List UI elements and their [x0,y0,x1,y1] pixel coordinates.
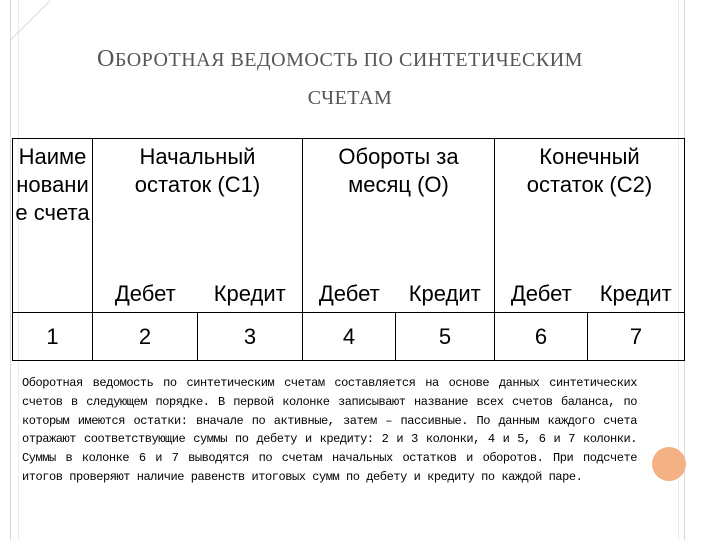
title-line-1 [97,46,583,72]
column-number: 5 [396,313,495,361]
subheader-debit: Дебет [495,277,588,313]
slide-title [20,40,660,117]
closing-balance-header: Конечный остаток (С2) [495,139,685,277]
monthly-turnover-header: Обороты за месяц (О) [303,139,495,277]
opening-balance-header: Начальный остаток (С1) [93,139,303,277]
title-word: ВЕДОМОСТЬ [230,49,359,71]
column-number: 4 [303,313,396,361]
title-word: ОБОРОТНАЯ [97,46,225,72]
subheader-credit: Кредит [396,277,495,313]
title-initial: О [97,46,115,72]
description-paragraph: Оборотная ведомость по синтетическим счетам составляется на основе данных синтетических счетов в следующем порядке. В первой колонке записывают название всех счетов баланса, по которым имеются остатки: вначале по активные, затем – пассивные. По данным каждого счета отражают соответствующие суммы по дебету и кредиту: 2 и 3 колонки, 4 и 5, 6 и 7 колонки. Суммы в колонке 6 и 7 выводятся по счетам начальных остатков и оборотов. При подсчете итогов проверяют наличие равенств итоговых сумм по дебету и кредиту по каждой паре. [22,376,637,484]
column-number: 2 [93,313,198,361]
column-number: 3 [198,313,303,361]
title-line-2: СЧЕТАМ [307,87,393,109]
column-number: 1 [13,313,93,361]
column-number: 7 [588,313,685,361]
turnover-sheet-table [12,138,685,361]
subheader-credit: Кредит [588,277,685,313]
account-name-header: Наименование счета [13,139,93,277]
column-number: 6 [495,313,588,361]
subheader-debit: Дебет [93,277,198,313]
subheader-debit: Дебет [303,277,396,313]
account-name-subheader-blank [13,277,93,313]
corner-decoration [10,0,50,40]
title-word: СИНТЕТИЧЕСКИМ [398,49,583,71]
title-word: ПО [363,49,394,71]
subheader-credit: Кредит [198,277,303,313]
accent-circle [652,447,686,481]
